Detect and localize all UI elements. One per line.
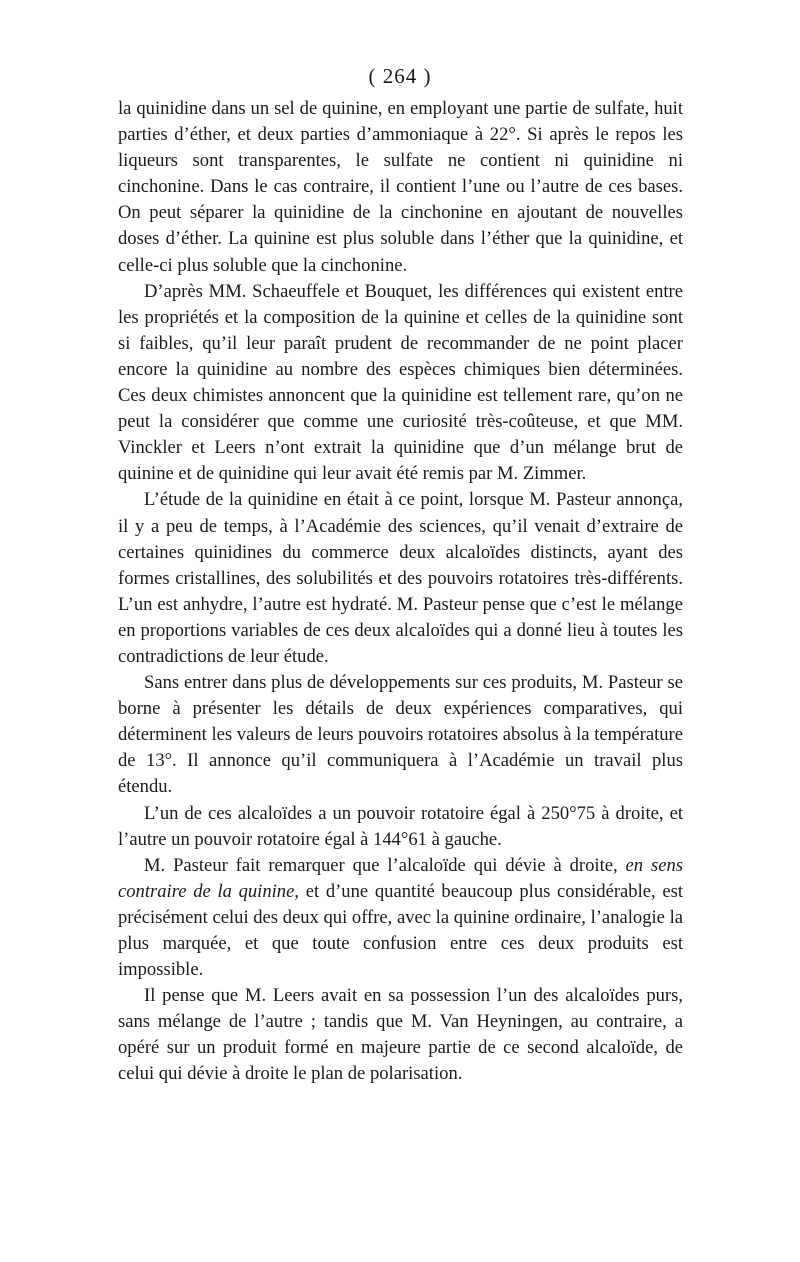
page-number: ( 264 ): [368, 64, 432, 88]
paragraph-schaeuffele-bouquet: D’après MM. Schaeuffele et Bouquet, les différences qui existent entre les propriétés et la composition de la quinine et celles de la quinidine sont si faibles, qu’il leur paraît prudent de recommander de ne point placer encore la quinidine au nombre des espèces chimiques bien déterminées. Ces deux chimistes annoncent que la quinidine est tellement rare, qu’on ne peut la considérer que comme une curiosité très-coûteuse, et que MM. Vinckler et Leers n’ont extrait la quinidine que d’un mélange brut de quinine et de quinidine qui leur avait été remis par M. Zimmer.: [118, 280, 683, 485]
paragraph-pasteur-remark: [118, 853, 683, 983]
paragraph-continuation: la quinidine dans un sel de quinine, en employant une partie de sulfate, huit parties d’éther, et deux parties d’ammoniaque à 22°. Si après le repos les liqueurs sont transparentes, le sulfate ne contient ni quinidine ni cinchonine. Dans le cas contraire, il contient l’une ou l’autre de ces bases. On peut séparer la quinidine de la cinchonine en ajoutant de nouvelles doses d’éther. La quinine est plus soluble dans l’éther que la quinidine, et celle-ci plus soluble que la cinchonine.: [118, 98, 683, 276]
paragraph-pasteur-study: L’étude de la quinidine en était à ce point, lorsque M. Pasteur annonça, il y a peu de temps, à l’Académie des sciences, qu’il venait d’extraire de certaines quinidines du commerce deux alcaloïdes distincts, ayant des formes cristallines, des solubilités et des pouvoirs rotatoires très-différents. L’un est anhydre, l’autre est hydraté. M. Pasteur pense que c’est le mélange en proportions variables de ces deux alcaloïdes qui a donné lieu à toutes les contradictions de leur étude.: [118, 489, 683, 667]
remark-text-before: M. Pasteur fait remarquer que l’alcaloïde qui dévie à droite,: [144, 854, 626, 876]
paragraph-rotatory-power: L’un de ces alcaloïdes a un pouvoir rotatoire égal à 250°75 à droite, et l’autre un pouvoir rotatoire égal à 144°61 à gauche.: [118, 802, 683, 850]
remark-italic-phrase: en sens contraire de la quinine: [118, 854, 683, 902]
paragraph-leers-heyningen: Il pense que M. Leers avait en sa possession l’un des alcaloïdes purs, sans mélange de l’autre ; tandis que M. Van Heyningen, au contraire, a opéré sur un produit formé en majeure partie de ce second alcaloïde, de celui qui dévie à droite le plan de polarisation.: [118, 985, 683, 1085]
body-text: [118, 96, 683, 1088]
remark-text-after: , et d’une quantité beaucoup plus considérable, est précisément celui des deux qui offre, avec la quinine ordinaire, l’analogie la plus marquée, et que toute confusion entre ces deux produits est impossible.: [118, 880, 683, 981]
paragraph-experiences: Sans entrer dans plus de développements sur ces produits, M. Pasteur se borne à présenter les détails de deux expériences comparatives, qui déterminent les valeurs de leurs pouvoirs rotatoires absolus à la température de 13°. Il annonce qu’il communiquera à l’Académie un travail plus étendu.: [118, 672, 683, 798]
